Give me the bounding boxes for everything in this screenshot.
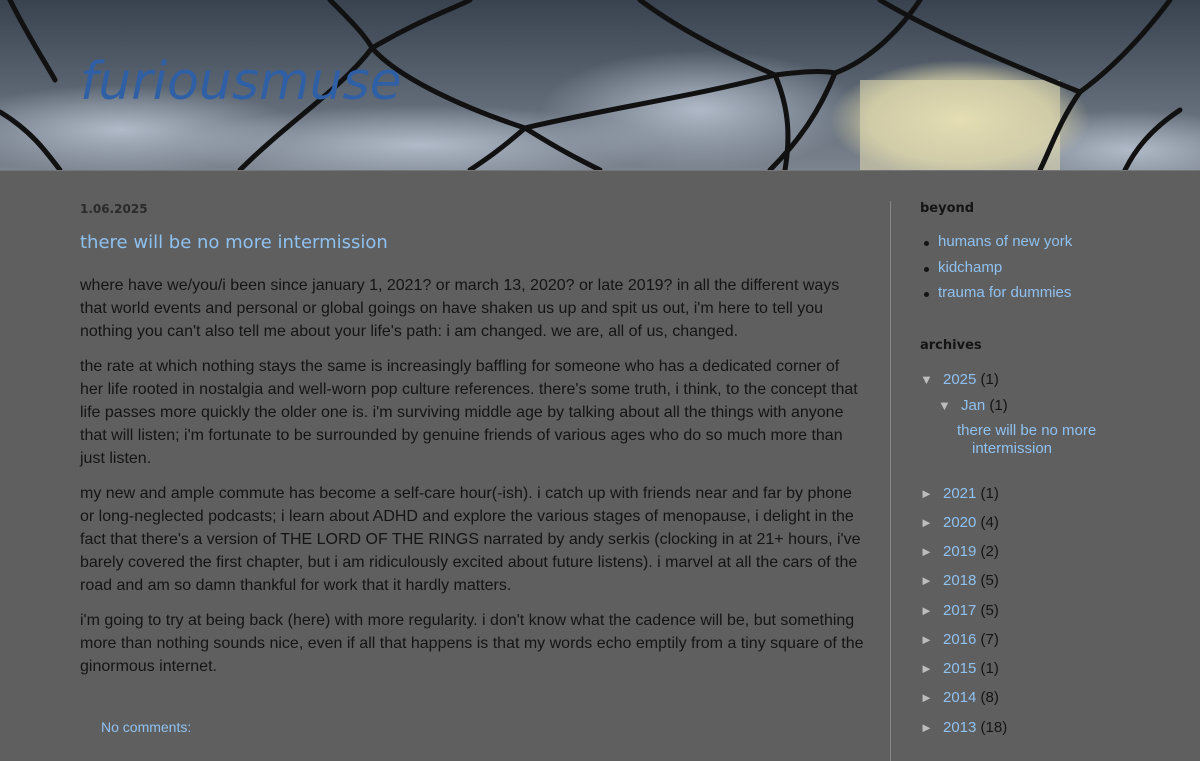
archive-count: (1) [980, 485, 999, 502]
blog-header [0, 0, 1200, 171]
beyond-widget-title: beyond [920, 201, 975, 216]
archive-count: (5) [980, 602, 999, 619]
archive-month-link[interactable]: Jan [961, 397, 986, 414]
expand-toggle-icon[interactable]: ▼ [938, 398, 951, 413]
expand-toggle-icon[interactable]: ► [920, 515, 933, 530]
archive-year-row [920, 514, 999, 531]
expand-toggle-icon[interactable]: ► [920, 544, 933, 559]
blog-title-link[interactable]: furiousmuse [80, 52, 402, 112]
archive-year-row [920, 689, 999, 706]
list-item [920, 284, 1072, 310]
archive-count: (2) [980, 543, 999, 560]
expand-toggle-icon[interactable]: ► [920, 573, 933, 588]
archive-count: (18) [980, 719, 1008, 736]
expand-toggle-icon[interactable]: ► [920, 486, 933, 501]
post-paragraph: i'm going to try at being back (here) with more regularity. i don't know what the cadence will be, but something more than nothing sounds nice, even if all that happens is that my words echo emptily from a tiny square of the ginormous internet. [80, 612, 864, 675]
kidchamp-link[interactable]: kidchamp [938, 258, 1003, 276]
expand-toggle-icon[interactable]: ► [920, 720, 933, 735]
archive-year-link[interactable]: 2015 [943, 660, 977, 677]
archive-count: (8) [980, 689, 999, 706]
archive-count: (1) [989, 397, 1008, 414]
expand-toggle-icon[interactable]: ▼ [920, 372, 933, 387]
archive-year-2025 [920, 371, 999, 388]
post-paragraph: my new and ample commute has become a self-care hour(-ish). i catch up with friends near and far by phone or long-neglected podcasts; i learn about ADHD and explore the various stages of menopause, i delight in the fact that there's a version of THE LORD OF THE RINGS narrated by andy serkis (clocking in at 21+ hours, i've barely covered the first chapter, but i am ridiculously excited about future listens). i marvel at all the cars of the road and am so damn thankful for work that it hardly matters. [80, 485, 861, 594]
beyond-links-list [920, 233, 1072, 310]
archive-post-title-line: intermission [972, 440, 1053, 457]
archive-year-row [920, 572, 999, 589]
expand-toggle-icon[interactable]: ► [920, 661, 933, 676]
column-divider [890, 201, 891, 761]
post-body [80, 274, 865, 690]
archives-widget-title: archives [920, 338, 982, 353]
expand-toggle-icon[interactable]: ► [920, 690, 933, 705]
archive-year-link[interactable]: 2017 [943, 602, 977, 619]
expand-toggle-icon[interactable]: ► [920, 632, 933, 647]
archive-year-link[interactable]: 2019 [943, 543, 977, 560]
archive-count: (4) [980, 514, 999, 531]
archive-year-row [920, 631, 999, 648]
archive-year-link[interactable]: 2014 [943, 689, 977, 706]
comments-link[interactable]: No comments: [101, 719, 192, 735]
post-date: 1.06.2025 [80, 202, 148, 216]
archive-year-row [920, 543, 999, 560]
archive-month-jan [938, 397, 1008, 414]
archive-year-row [920, 485, 999, 502]
archive-count: (5) [980, 572, 999, 589]
archive-year-row [920, 602, 999, 619]
list-item [920, 259, 1072, 285]
archive-year-row [920, 660, 999, 677]
archive-year-link[interactable]: 2025 [943, 371, 977, 388]
archive-year-link[interactable]: 2018 [943, 572, 977, 589]
expand-toggle-icon[interactable]: ► [920, 603, 933, 618]
archive-year-row [920, 719, 1007, 736]
list-item [920, 233, 1072, 259]
archive-count: (1) [980, 371, 999, 388]
archive-year-link[interactable]: 2021 [943, 485, 977, 502]
archive-count: (7) [980, 631, 999, 648]
archive-count: (1) [980, 660, 999, 677]
trauma-for-dummies-link[interactable]: trauma for dummies [938, 284, 1072, 301]
archive-post-link[interactable] [957, 422, 1127, 458]
humans-of-new-york-link[interactable]: humans of new york [938, 233, 1073, 250]
post-paragraph: the rate at which nothing stays the same is increasingly baffling for someone who has a dedicated corner of her life rooted in nostalgia and well-worn pop culture references. there's some truth, i think, to the concept that life passes more quickly the older one is. i'm surviving middle age by talking about all the things with anyone that will listen; i'm fortunate to be surrounded by genuine friends of various ages who do so much more than just listen. [80, 358, 858, 467]
archive-year-link[interactable]: 2013 [943, 719, 977, 736]
archive-year-link[interactable]: 2016 [943, 631, 977, 648]
archive-year-link[interactable]: 2020 [943, 514, 977, 531]
main-content [0, 171, 1200, 740]
archive-post-title-line: there will be no more [957, 422, 1097, 439]
post-title-link[interactable]: there will be no more intermission [80, 232, 388, 253]
post-paragraph: where have we/you/i been since january 1, 2021? or march 13, 2020? or late 2019? in all the different ways that world events and personal or global goings on have shaken us up and spit us out, i'm here to tell you nothing you can't also tell me about your life's path: i am changed. we are, all of us, changed. [80, 277, 840, 340]
